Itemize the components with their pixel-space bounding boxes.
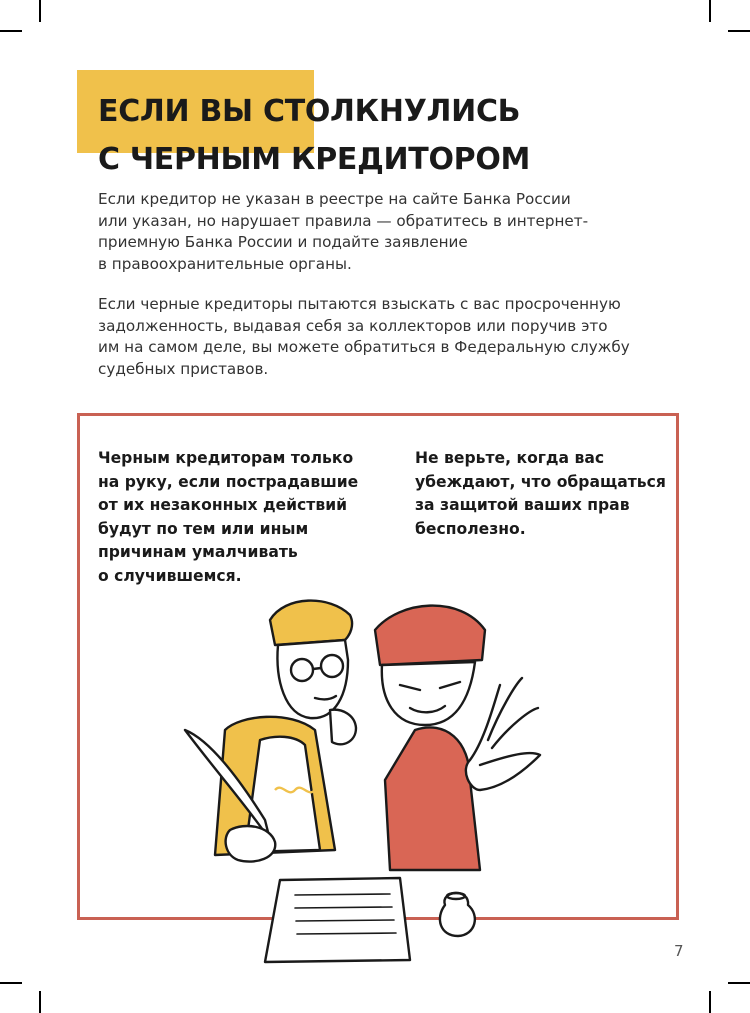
scammer-persuading-victim-illustration [170, 590, 600, 980]
callout-line: за защитой ваших прав [415, 496, 630, 514]
crop-mark-right-bottom [728, 982, 750, 984]
callout-line: будут по тем или иным [98, 519, 309, 538]
crop-mark-right-top [728, 30, 750, 32]
glasses-right [321, 655, 343, 677]
callout-line: убеждают, что обращаться [415, 472, 666, 491]
callout-line: Черным кредиторам только [98, 449, 354, 467]
crop-mark-top-right [709, 0, 711, 22]
callout-left-text [98, 447, 358, 588]
red-figure-turban [375, 606, 485, 665]
red-figure-body [385, 727, 480, 870]
paragraph-bailiffs [98, 294, 658, 380]
young-man-face [277, 640, 348, 718]
crop-mark-left-top [0, 30, 22, 32]
title-line: С ЧЕРНЫМ КРЕДИТОРОМ [98, 142, 531, 177]
young-man-hair [270, 601, 352, 645]
callout-line: Не верьте, когда вас [415, 449, 605, 467]
paragraph-line: или указан, но нарушает правила — обратитесь в интернет- [98, 211, 589, 230]
writing-hand [226, 826, 276, 862]
page-number: 7 [674, 942, 684, 960]
title-line: ЕСЛИ ВЫ СТОЛКНУЛИСЬ [98, 94, 521, 129]
young-man-hand [330, 710, 356, 745]
page-title [98, 88, 530, 184]
paragraph-line: в правоохранительные органы. [98, 254, 352, 273]
crop-mark-left-bottom [0, 982, 22, 984]
callout-line: на руку, если пострадавшие [98, 472, 359, 491]
paragraph-report-to-bank [98, 189, 658, 275]
callout-line: о случившемся. [98, 566, 242, 585]
paragraph-line: задолженность, выдавая себя за коллекторов или поручив это [98, 316, 608, 335]
callout-line: бесполезно. [415, 519, 526, 538]
crop-mark-bottom-left [39, 991, 41, 1013]
crop-mark-bottom-right [709, 991, 711, 1013]
red-figure-hand [466, 678, 540, 790]
paragraph-line: Если кредитор не указан в реестре на сайте Банка России [98, 190, 571, 208]
red-figure-face [382, 662, 475, 725]
paragraph-line: Если черные кредиторы пытаются взыскать с вас просроченную [98, 295, 621, 313]
paragraph-line: судебных приставов. [98, 359, 269, 378]
callout-line: от их незаконных действий [98, 496, 348, 514]
paragraph-line: приемную Банка России и подайте заявление [98, 233, 468, 251]
paragraph-line: им на самом деле, вы можете обратиться в Федеральную службу [98, 338, 630, 356]
crop-mark-top-left [39, 0, 41, 22]
callout-right-text [415, 447, 666, 541]
callout-line: причинам умалчивать [98, 543, 298, 561]
glasses-left [291, 659, 313, 681]
